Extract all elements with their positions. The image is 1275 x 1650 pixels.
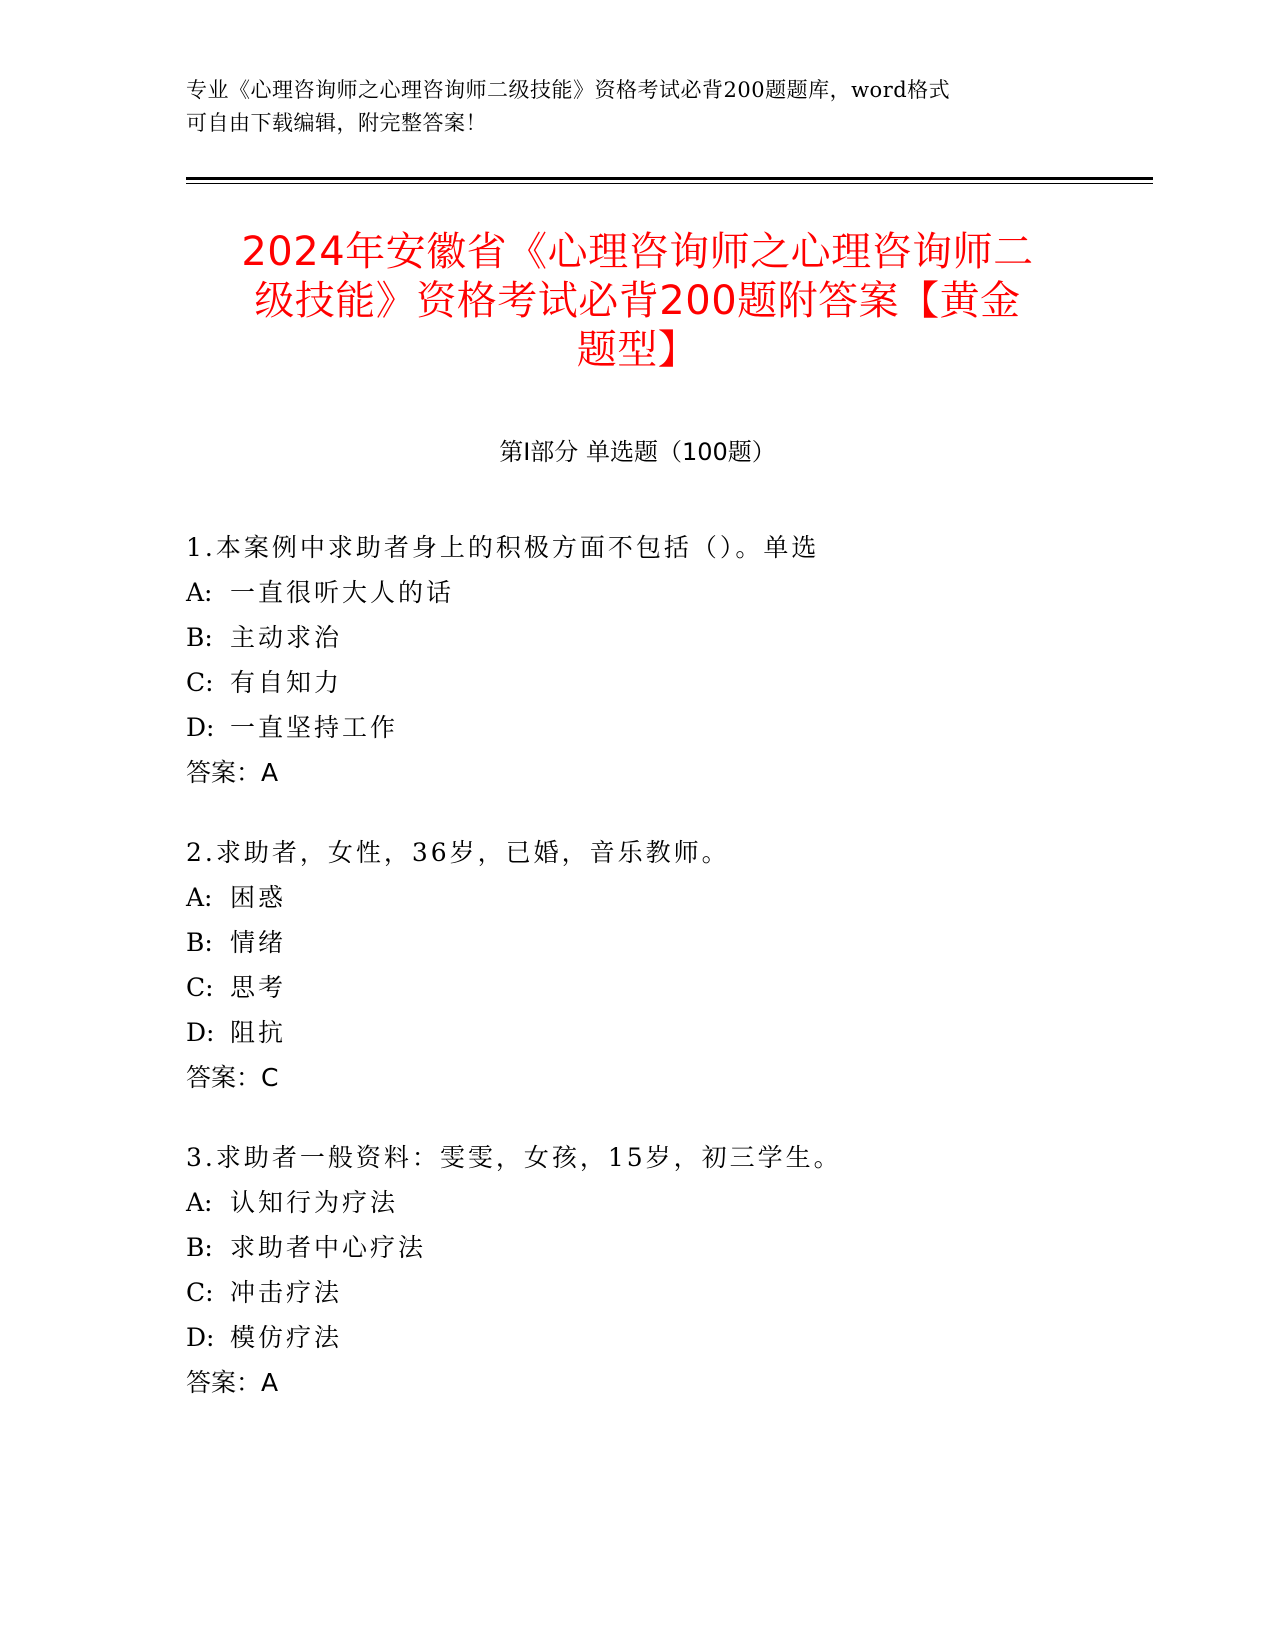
question-1 — [186, 525, 1146, 795]
answer-line — [186, 1360, 1146, 1405]
option-letter: B: — [186, 1233, 213, 1262]
option-text: 求助者中心疗法 — [230, 1233, 427, 1262]
option-letter: B: — [186, 623, 213, 652]
header-note-line-1: 专业《心理咨询师之心理咨询师二级技能》资格考试必背200题题库，word格式 — [186, 78, 951, 102]
option-text: 阻抗 — [230, 1018, 287, 1047]
question-stem: 3.求助者一般资料：雯雯，女孩，15岁，初三学生。 — [186, 1143, 842, 1172]
answer-line — [186, 1055, 1146, 1100]
option-letter: A: — [186, 1188, 213, 1217]
answer-value: A — [261, 758, 279, 787]
document-title — [150, 228, 1125, 375]
option-a — [186, 1180, 1146, 1225]
option-text: 情绪 — [230, 928, 287, 957]
answer-line — [186, 750, 1146, 795]
option-b — [186, 920, 1146, 965]
option-letter: C: — [186, 1278, 214, 1307]
header-note-line-2: 可自由下载编辑，附完整答案！ — [186, 111, 487, 135]
option-letter: C: — [186, 973, 214, 1002]
option-text: 模仿疗法 — [230, 1323, 343, 1352]
answer-label: 答案： — [186, 1368, 262, 1397]
option-b — [186, 615, 1146, 660]
option-letter: D: — [186, 713, 215, 742]
answer-label: 答案： — [186, 758, 262, 787]
header-note — [186, 74, 1066, 140]
option-letter: A: — [186, 883, 213, 912]
option-text: 一直坚持工作 — [230, 713, 399, 742]
question-stem: 1.本案例中求助者身上的积极方面不包括（）。单选 — [186, 533, 820, 562]
option-d — [186, 1315, 1146, 1360]
option-text: 思考 — [230, 973, 287, 1002]
question-2 — [186, 830, 1146, 1100]
section-title: 第Ⅰ部分 单选题（100题） — [499, 438, 776, 466]
header-divider-thick — [186, 177, 1153, 180]
answer-label: 答案： — [186, 1063, 262, 1092]
document-title-line-1: 2024年安徽省《心理咨询师之心理咨询师二 — [241, 229, 1034, 275]
option-letter: D: — [186, 1323, 215, 1352]
answer-value: A — [261, 1368, 279, 1397]
option-text: 主动求治 — [230, 623, 343, 652]
option-c — [186, 965, 1146, 1010]
option-text: 认知行为疗法 — [230, 1188, 399, 1217]
question-list — [186, 525, 1146, 1440]
option-text: 困惑 — [230, 883, 287, 912]
option-letter: A: — [186, 578, 213, 607]
answer-value: C — [261, 1063, 279, 1092]
option-letter: C: — [186, 668, 214, 697]
option-a — [186, 570, 1146, 615]
option-d — [186, 705, 1146, 750]
option-text: 有自知力 — [230, 668, 343, 697]
document-title-line-3: 题型】 — [576, 327, 699, 373]
option-text: 冲击疗法 — [230, 1278, 343, 1307]
header-divider-thin — [186, 183, 1153, 184]
option-c — [186, 660, 1146, 705]
option-c — [186, 1270, 1146, 1315]
option-d — [186, 1010, 1146, 1055]
option-a — [186, 875, 1146, 920]
document-title-line-2: 级技能》资格考试必背200题附答案【黄金 — [254, 278, 1021, 324]
option-b — [186, 1225, 1146, 1270]
option-letter: D: — [186, 1018, 215, 1047]
question-3 — [186, 1135, 1146, 1405]
question-stem: 2.求助者，女性，36岁，已婚，音乐教师。 — [186, 838, 730, 867]
option-text: 一直很听大人的话 — [230, 578, 455, 607]
option-letter: B: — [186, 928, 213, 957]
